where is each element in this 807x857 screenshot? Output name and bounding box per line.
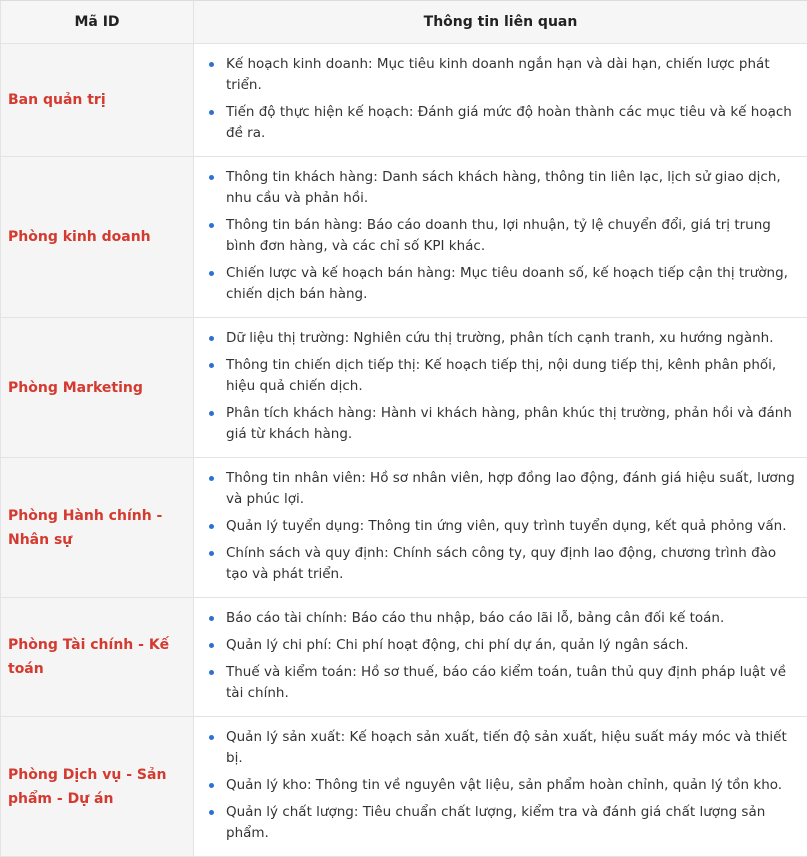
- department-info: [194, 157, 807, 318]
- column-header-id: Mã ID: [1, 1, 194, 44]
- list-item: Thông tin chiến dịch tiếp thị: Kế hoạch tiếp thị, nội dung tiếp thị, kênh phân phối, hiệu quả chiến dịch.: [206, 355, 795, 397]
- list-item: Dữ liệu thị trường: Nghiên cứu thị trường, phân tích cạnh tranh, xu hướng ngành.: [206, 328, 795, 349]
- list-item: Thông tin bán hàng: Báo cáo doanh thu, lợi nhuận, tỷ lệ chuyển đổi, giá trị trung bình đơn hàng, và các chỉ số KPI khác.: [206, 215, 795, 257]
- table-body: [1, 44, 807, 857]
- list-item: Thông tin nhân viên: Hồ sơ nhân viên, hợp đồng lao động, đánh giá hiệu suất, lương và phúc lợi.: [206, 468, 795, 510]
- info-list: [194, 318, 807, 457]
- info-list: [194, 598, 807, 716]
- header-row: [1, 1, 807, 44]
- list-item: Chính sách và quy định: Chính sách công ty, quy định lao động, chương trình đào tạo và phát triển.: [206, 543, 795, 585]
- info-list: [194, 458, 807, 597]
- info-list: [194, 44, 807, 156]
- table-row: [1, 318, 807, 458]
- department-name: Ban quản trị: [1, 44, 194, 157]
- list-item: Báo cáo tài chính: Báo cáo thu nhập, báo cáo lãi lỗ, bảng cân đối kế toán.: [206, 608, 795, 629]
- column-header-info: Thông tin liên quan: [194, 1, 807, 44]
- department-info: [194, 717, 807, 857]
- info-list: [194, 717, 807, 856]
- list-item: Quản lý chất lượng: Tiêu chuẩn chất lượng, kiểm tra và đánh giá chất lượng sản phẩm.: [206, 802, 795, 844]
- table-row: [1, 598, 807, 717]
- list-item: Chiến lược và kế hoạch bán hàng: Mục tiêu doanh số, kế hoạch tiếp cận thị trường, chiến dịch bán hàng.: [206, 263, 795, 305]
- list-item: Thông tin khách hàng: Danh sách khách hàng, thông tin liên lạc, lịch sử giao dịch, nhu cầu và phản hồi.: [206, 167, 795, 209]
- table-row: [1, 157, 807, 318]
- list-item: Tiến độ thực hiện kế hoạch: Đánh giá mức độ hoàn thành các mục tiêu và kế hoạch đề ra.: [206, 102, 795, 144]
- list-item: Quản lý kho: Thông tin về nguyên vật liệu, sản phẩm hoàn chỉnh, quản lý tồn kho.: [206, 775, 795, 796]
- list-item: Kế hoạch kinh doanh: Mục tiêu kinh doanh ngắn hạn và dài hạn, chiến lược phát triển.: [206, 54, 795, 96]
- table-row: [1, 717, 807, 857]
- department-info: [194, 458, 807, 598]
- list-item: Phân tích khách hàng: Hành vi khách hàng, phân khúc thị trường, phản hồi và đánh giá từ khách hàng.: [206, 403, 795, 445]
- department-name: Phòng Hành chính - Nhân sự: [1, 458, 194, 598]
- table-header: [1, 1, 807, 44]
- info-list: [194, 157, 807, 317]
- department-name: Phòng Dịch vụ - Sản phẩm - Dự án: [1, 717, 194, 857]
- department-info: [194, 598, 807, 717]
- department-name: Phòng kinh doanh: [1, 157, 194, 318]
- department-name: Phòng Tài chính - Kế toán: [1, 598, 194, 717]
- department-info: [194, 44, 807, 157]
- table-row: [1, 44, 807, 157]
- list-item: Quản lý sản xuất: Kế hoạch sản xuất, tiến độ sản xuất, hiệu suất máy móc và thiết bị.: [206, 727, 795, 769]
- table-row: [1, 458, 807, 598]
- department-info: [194, 318, 807, 458]
- department-name: Phòng Marketing: [1, 318, 194, 458]
- list-item: Quản lý chi phí: Chi phí hoạt động, chi phí dự án, quản lý ngân sách.: [206, 635, 795, 656]
- list-item: Quản lý tuyển dụng: Thông tin ứng viên, quy trình tuyển dụng, kết quả phỏng vấn.: [206, 516, 795, 537]
- list-item: Thuế và kiểm toán: Hồ sơ thuế, báo cáo kiểm toán, tuân thủ quy định pháp luật về tài chính.: [206, 662, 795, 704]
